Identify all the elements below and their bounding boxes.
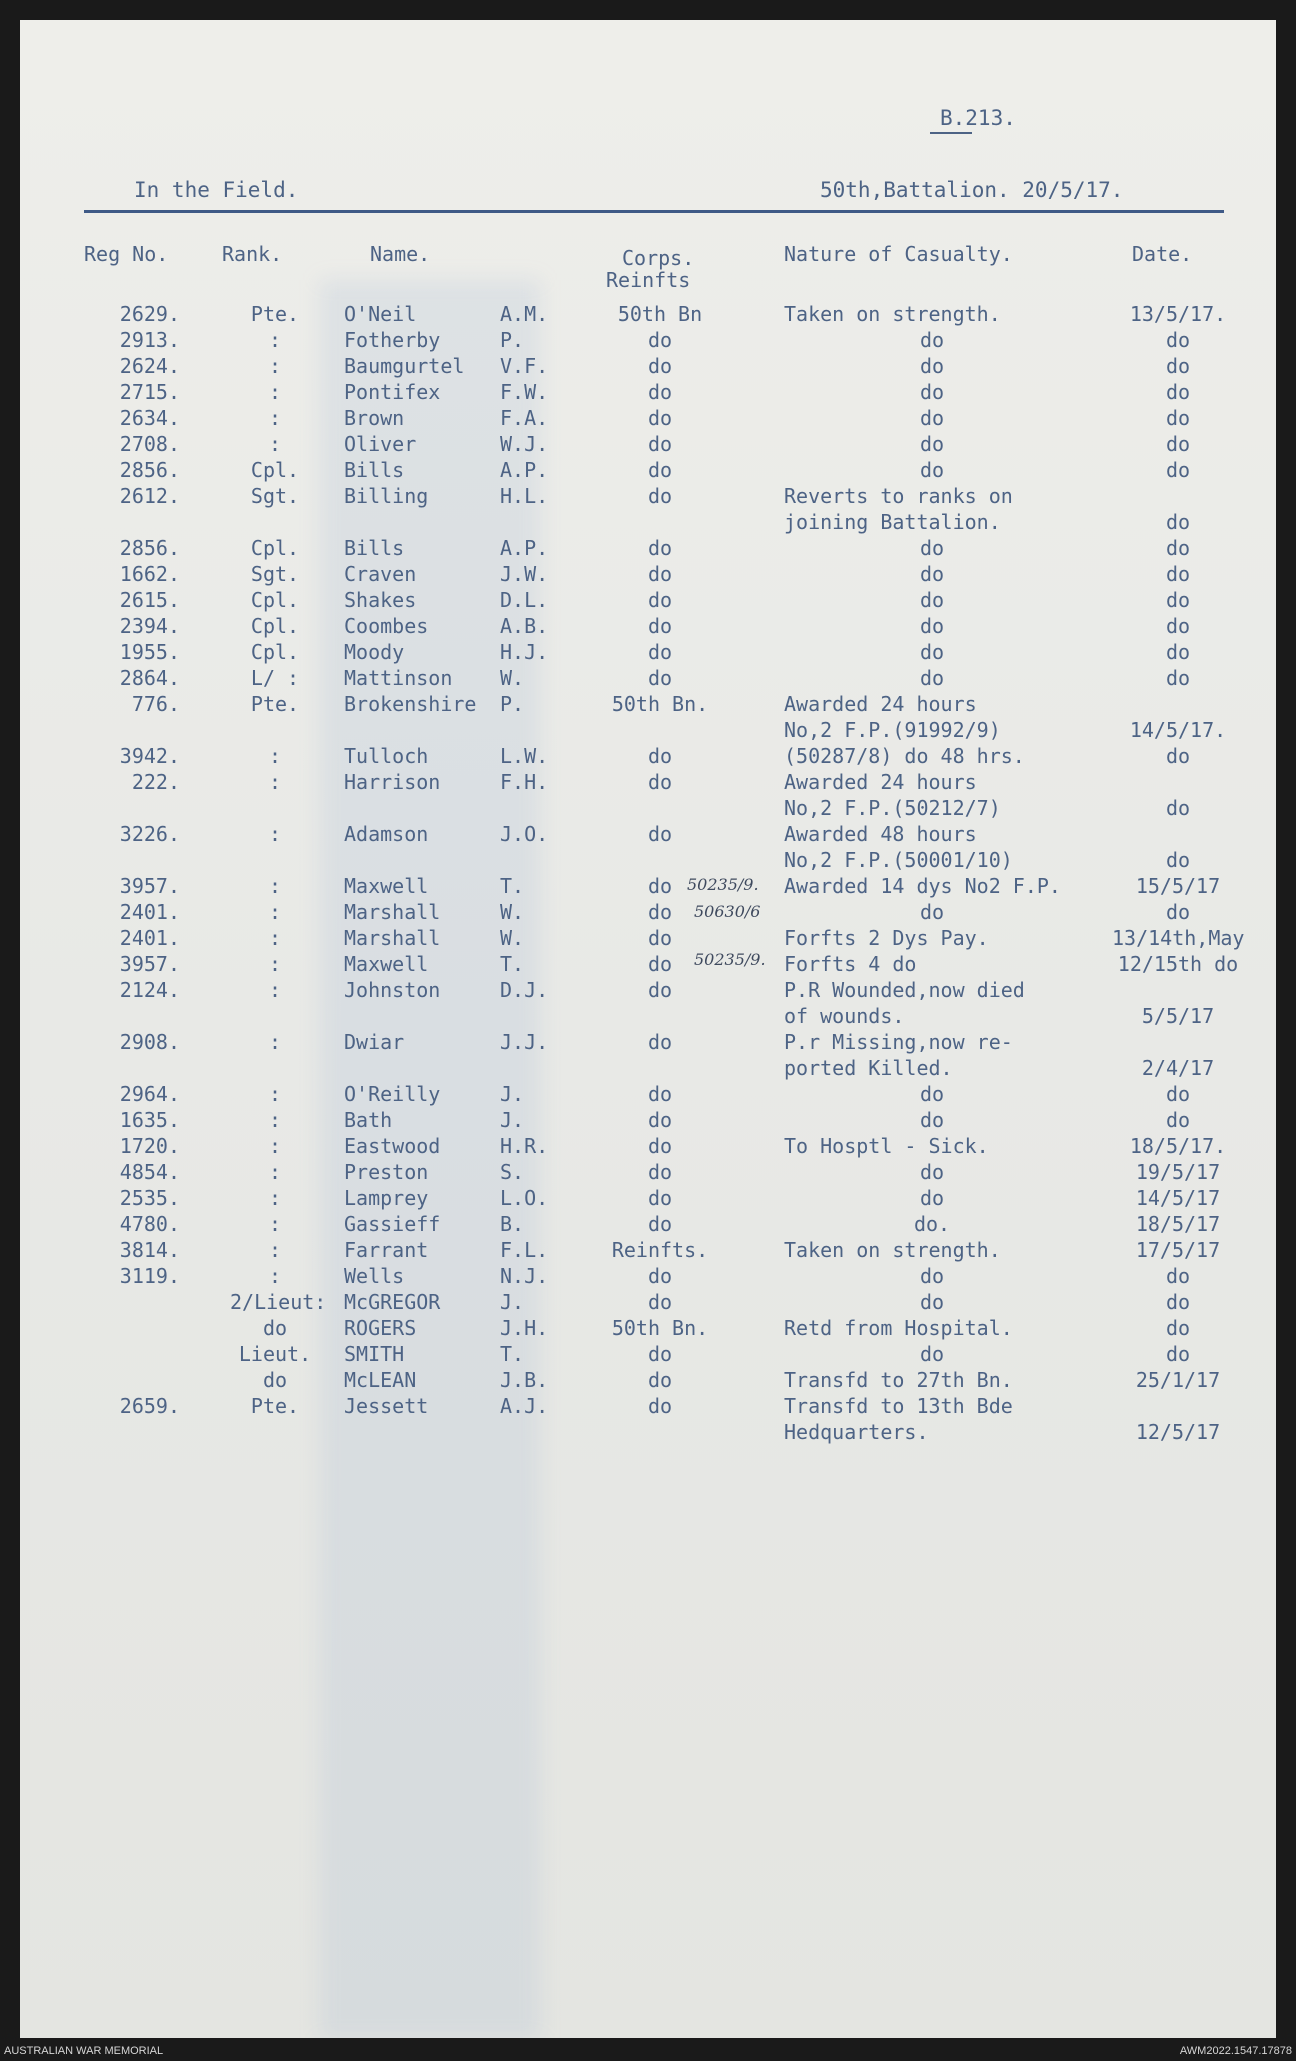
rank-cell: : — [268, 1134, 282, 1158]
initials-cell: H.J. — [500, 640, 549, 664]
date-cell: 17/5/17 — [1135, 1238, 1221, 1262]
rank-cell: : — [268, 380, 282, 404]
corps-cell: do — [647, 380, 673, 404]
corps-cell: do — [647, 744, 673, 768]
nature-cell: do — [919, 1186, 945, 1210]
name-cell: Preston — [344, 1160, 429, 1184]
reg-no-cell: 2964. — [119, 1082, 180, 1106]
name-cell: Bills — [344, 536, 405, 560]
rank-cell: do — [262, 1368, 288, 1392]
name-cell: Brokenshire — [344, 692, 477, 716]
corps-cell: 50th Bn. — [611, 1316, 709, 1340]
initials-cell: P. — [500, 692, 525, 716]
initials-cell: A.M. — [500, 302, 549, 326]
name-cell: O'Reilly — [344, 1082, 441, 1106]
date-cell: 18/5/17. — [1129, 1134, 1227, 1158]
corps-cell: 50th Bn — [617, 302, 703, 326]
archive-credit: AUSTRALIAN WAR MEMORIAL — [4, 2045, 164, 2057]
nature-cell: Awarded 24 hours — [784, 770, 977, 794]
nature-cell: do — [919, 588, 945, 612]
initials-cell: A.J. — [500, 1394, 549, 1418]
reg-no-cell: 2629. — [119, 302, 180, 326]
initials-cell: H.R. — [500, 1134, 549, 1158]
nature-cell: P.R Wounded,now died — [784, 978, 1025, 1002]
initials-cell: J.J. — [500, 1030, 549, 1054]
nature-cell: Forfts 4 do — [784, 952, 917, 976]
date-cell: 14/5/17 — [1135, 1186, 1221, 1210]
date-cell: do — [1165, 588, 1191, 612]
reg-no-cell: 2864. — [119, 666, 180, 690]
rank-cell: Cpl. — [250, 588, 300, 612]
initials-cell: B. — [500, 1212, 525, 1236]
corps-cell: do — [647, 328, 673, 352]
reg-no-cell: 776. — [131, 692, 180, 716]
rank-cell: Pte. — [250, 692, 300, 716]
nature-cell: Hedquarters. — [784, 1420, 929, 1444]
reg-no-cell: 2708. — [119, 432, 180, 456]
nature-cell: Taken on strength. — [784, 1238, 1001, 1262]
name-cell: McGREGOR — [344, 1290, 441, 1314]
name-cell: SMITH — [344, 1342, 405, 1366]
name-cell: Billing — [344, 484, 429, 508]
name-cell: Maxwell — [344, 874, 429, 898]
rank-cell: : — [268, 1160, 282, 1184]
name-cell: Jessett — [344, 1394, 429, 1418]
name-cell: Marshall — [344, 926, 441, 950]
name-cell: Fotherby — [344, 328, 441, 352]
nature-cell: No,2 F.P.(91992/9) — [784, 718, 1001, 742]
corps-cell: do — [647, 1186, 673, 1210]
name-cell: Brown — [344, 406, 405, 430]
corps-cell: do — [647, 1160, 673, 1184]
name-cell: Adamson — [344, 822, 429, 846]
date-cell: do — [1165, 1290, 1191, 1314]
nature-cell: do — [919, 900, 945, 924]
date-cell: do — [1165, 1264, 1191, 1288]
reg-no-cell: 2401. — [119, 900, 180, 924]
date-cell: do — [1165, 900, 1191, 924]
reg-no-cell: 4780. — [119, 1212, 180, 1236]
rank-cell: : — [268, 1108, 282, 1132]
initials-cell: W. — [500, 666, 525, 690]
nature-cell: do — [919, 380, 945, 404]
nature-cell: joining Battalion. — [784, 510, 1001, 534]
reg-no-cell: 1662. — [119, 562, 180, 586]
date-cell: do — [1165, 562, 1191, 586]
rank-cell: : — [268, 900, 282, 924]
date-cell: 18/5/17 — [1135, 1212, 1221, 1236]
name-cell: Harrison — [344, 770, 441, 794]
column-header-reinfts: Reinfts — [606, 268, 691, 292]
rank-cell: L/ : — [250, 666, 300, 690]
column-header-nature-of-casualty: Nature of Casualty. — [784, 242, 1013, 266]
handwritten-annotation: 50235/9. — [694, 950, 766, 969]
date-cell: 12/5/17 — [1135, 1420, 1221, 1444]
initials-cell: A.P. — [500, 536, 549, 560]
nature-cell: do — [919, 1160, 945, 1184]
name-cell: Shakes — [344, 588, 417, 612]
corps-cell: do — [647, 406, 673, 430]
rank-cell: : — [268, 1030, 282, 1054]
column-header-date: Date. — [1132, 242, 1193, 266]
name-cell: Farrant — [344, 1238, 429, 1262]
name-cell: Bills — [344, 458, 405, 482]
corps-cell: do — [647, 614, 673, 638]
name-cell: Eastwood — [344, 1134, 441, 1158]
corps-cell: do — [647, 1212, 673, 1236]
archive-footer — [0, 2041, 1296, 2061]
initials-cell: J.B. — [500, 1368, 549, 1392]
handwritten-annotation: 50630/6 — [694, 902, 761, 921]
date-cell: 12/15th do — [1117, 952, 1239, 976]
reg-no-cell: 1635. — [119, 1108, 180, 1132]
nature-cell: Reverts to ranks on — [784, 484, 1013, 508]
nature-cell: (50287/8) do 48 hrs. — [784, 744, 1025, 768]
nature-cell: do — [919, 1290, 945, 1314]
corps-cell: do — [647, 484, 673, 508]
date-cell: do — [1165, 328, 1191, 352]
date-cell: 5/5/17 — [1141, 1004, 1215, 1028]
reg-no-cell: 2634. — [119, 406, 180, 430]
initials-cell: A.B. — [500, 614, 549, 638]
initials-cell: J.O. — [500, 822, 549, 846]
nature-cell: Transfd to 27th Bn. — [784, 1368, 1013, 1392]
initials-cell: F.L. — [500, 1238, 549, 1262]
reg-no-cell: 4854. — [119, 1160, 180, 1184]
name-cell: ROGERS — [344, 1316, 417, 1340]
archive-reference: AWM2022.1547.17878 — [1179, 2045, 1292, 2057]
nature-cell: Forfts 2 Dys Pay. — [784, 926, 989, 950]
date-cell: do — [1165, 640, 1191, 664]
rank-cell: Sgt. — [250, 484, 300, 508]
rank-cell: : — [268, 1238, 282, 1262]
name-cell: Pontifex — [344, 380, 441, 404]
rank-cell: do — [262, 1316, 288, 1340]
rank-cell: : — [268, 926, 282, 950]
column-header-reg-no: Reg No. — [84, 242, 169, 266]
corps-cell: do — [647, 562, 673, 586]
rank-cell: Lieut. — [238, 1342, 312, 1366]
name-cell: McLEAN — [344, 1368, 417, 1392]
rank-cell: Cpl. — [250, 640, 300, 664]
reg-no-cell: 2908. — [119, 1030, 180, 1054]
initials-cell: T. — [500, 1342, 525, 1366]
date-cell: do — [1165, 510, 1191, 534]
name-cell: Gassieff — [344, 1212, 441, 1236]
corps-cell: do — [647, 1264, 673, 1288]
nature-cell: Awarded 48 hours — [784, 822, 977, 846]
rank-cell: 2/Lieut: — [230, 1290, 327, 1314]
date-cell: do — [1165, 848, 1191, 872]
initials-cell: J. — [500, 1108, 525, 1132]
column-header-rank: Rank. — [222, 242, 283, 266]
nature-cell: do — [919, 1108, 945, 1132]
initials-cell: S. — [500, 1160, 525, 1184]
initials-cell: J.W. — [500, 562, 549, 586]
reg-no-cell: 3226. — [119, 822, 180, 846]
rank-cell: Cpl. — [250, 536, 300, 560]
corps-cell: do — [647, 666, 673, 690]
corps-cell: 50th Bn. — [611, 692, 709, 716]
initials-cell: H.L. — [500, 484, 549, 508]
name-cell: Wells — [344, 1264, 405, 1288]
nature-cell: do — [919, 406, 945, 430]
corps-cell: do — [647, 822, 673, 846]
nature-cell: Awarded 24 hours — [784, 692, 977, 716]
nature-cell: No,2 F.P.(50212/7) — [784, 796, 1001, 820]
nature-cell: No,2 F.P.(50001/10) — [784, 848, 1013, 872]
initials-cell: J.H. — [500, 1316, 549, 1340]
nature-cell: Awarded 14 dys No2 F.P. — [784, 874, 1061, 898]
rank-cell: : — [268, 952, 282, 976]
reg-no-cell: 2401. — [119, 926, 180, 950]
initials-cell: T. — [500, 952, 525, 976]
name-cell: Bath — [344, 1108, 393, 1132]
reg-no-cell: 2615. — [119, 588, 180, 612]
rank-cell: : — [268, 406, 282, 430]
corps-cell: do — [647, 536, 673, 560]
nature-cell: P.r Missing,now re- — [784, 1030, 1013, 1054]
reg-no-cell: 2535. — [119, 1186, 180, 1210]
rank-cell: : — [268, 822, 282, 846]
date-cell: do — [1165, 1082, 1191, 1106]
reg-no-cell: 1720. — [119, 1134, 180, 1158]
reg-no-cell: 2624. — [119, 354, 180, 378]
header-rule — [84, 210, 1224, 213]
initials-cell: F.W. — [500, 380, 549, 404]
initials-cell: F.A. — [500, 406, 549, 430]
nature-cell: do — [919, 328, 945, 352]
reg-no-cell: 2612. — [119, 484, 180, 508]
reg-no-cell: 3814. — [119, 1238, 180, 1262]
corps-cell: do — [647, 354, 673, 378]
initials-cell: W.J. — [500, 432, 549, 456]
date-cell: do — [1165, 354, 1191, 378]
corps-cell: do — [647, 978, 673, 1002]
corps-cell: do — [647, 1290, 673, 1314]
reg-no-cell: 2913. — [119, 328, 180, 352]
initials-cell: N.J. — [500, 1264, 549, 1288]
name-cell: Marshall — [344, 900, 441, 924]
rank-cell: : — [268, 1264, 282, 1288]
date-cell: do — [1165, 666, 1191, 690]
reg-no-cell: 1955. — [119, 640, 180, 664]
nature-cell: do — [919, 354, 945, 378]
nature-cell: To Hosptl - Sick. — [784, 1134, 989, 1158]
nature-cell: ported Killed. — [784, 1056, 953, 1080]
rank-cell: : — [268, 770, 282, 794]
rank-cell: : — [268, 1186, 282, 1210]
date-cell: 13/5/17. — [1129, 302, 1227, 326]
column-header-name: Name. — [370, 242, 431, 266]
date-cell: do — [1165, 1342, 1191, 1366]
corps-cell: do — [647, 1342, 673, 1366]
nature-cell: do — [919, 536, 945, 560]
date-cell: 13/14th,May — [1112, 926, 1245, 950]
initials-cell: W. — [500, 926, 525, 950]
reg-no-cell: 222. — [131, 770, 180, 794]
reg-no-cell: 3957. — [119, 952, 180, 976]
corps-cell: do — [647, 640, 673, 664]
handwritten-annotation: 50235/9. — [687, 875, 759, 894]
name-cell: Tulloch — [344, 744, 429, 768]
nature-cell: do — [919, 432, 945, 456]
name-cell: Craven — [344, 562, 417, 586]
reg-no-cell: 2659. — [119, 1394, 180, 1418]
date-cell: do — [1165, 744, 1191, 768]
date-cell: do — [1165, 1316, 1191, 1340]
corps-cell: do — [647, 770, 673, 794]
rank-cell: : — [268, 1082, 282, 1106]
corps-cell: do — [647, 1108, 673, 1132]
name-cell: Johnston — [344, 978, 441, 1002]
corps-cell: do — [647, 588, 673, 612]
corps-cell: do — [647, 900, 673, 924]
corps-cell: do — [647, 1082, 673, 1106]
rank-cell: Sgt. — [250, 562, 300, 586]
nature-cell: do — [919, 1264, 945, 1288]
date-cell: do — [1165, 406, 1191, 430]
reg-no-cell: 3119. — [119, 1264, 180, 1288]
reg-no-cell: 2124. — [119, 978, 180, 1002]
nature-cell: do — [919, 666, 945, 690]
corps-cell: do — [647, 432, 673, 456]
corps-cell: do — [647, 1394, 673, 1418]
nature-cell: do — [919, 458, 945, 482]
date-cell: do — [1165, 796, 1191, 820]
name-cell: Baumgurtel — [344, 354, 465, 378]
rank-cell: Cpl. — [250, 458, 300, 482]
initials-cell: J. — [500, 1082, 525, 1106]
unit-and-date-heading: 50th,Battalion. 20/5/17. — [820, 178, 1124, 202]
date-cell: do — [1165, 458, 1191, 482]
name-cell: O'Neil — [344, 302, 417, 326]
form-number-underline — [930, 132, 972, 134]
date-cell: 19/5/17 — [1135, 1160, 1221, 1184]
name-cell: Coombes — [344, 614, 429, 638]
date-cell: do — [1165, 1108, 1191, 1132]
nature-cell: Taken on strength. — [784, 302, 1001, 326]
nature-cell: do — [919, 640, 945, 664]
initials-cell: J. — [500, 1290, 525, 1314]
date-cell: do — [1165, 432, 1191, 456]
corps-cell: do — [647, 952, 673, 976]
date-cell: 14/5/17. — [1129, 718, 1227, 742]
corps-cell: do — [647, 1030, 673, 1054]
date-cell: 25/1/17 — [1135, 1368, 1221, 1392]
rank-cell: Pte. — [250, 1394, 300, 1418]
corps-cell: do — [647, 874, 673, 898]
name-cell: Lamprey — [344, 1186, 429, 1210]
name-cell: Mattinson — [344, 666, 453, 690]
nature-cell: Transfd to 13th Bde — [784, 1394, 1013, 1418]
rank-cell: : — [268, 432, 282, 456]
nature-cell: do — [919, 1342, 945, 1366]
rank-cell: : — [268, 744, 282, 768]
nature-cell: do — [919, 614, 945, 638]
reg-no-cell: 3942. — [119, 744, 180, 768]
rank-cell: : — [268, 874, 282, 898]
initials-cell: P. — [500, 328, 525, 352]
rank-cell: : — [268, 354, 282, 378]
rank-cell: : — [268, 978, 282, 1002]
initials-cell: A.P. — [500, 458, 549, 482]
initials-cell: W. — [500, 900, 525, 924]
column-header-corps: Corps. — [622, 246, 695, 270]
initials-cell: F.H. — [500, 770, 549, 794]
name-cell: Maxwell — [344, 952, 429, 976]
corps-cell: do — [647, 1134, 673, 1158]
document-page — [20, 20, 1276, 2038]
initials-cell: D.J. — [500, 978, 549, 1002]
nature-cell: do — [919, 1082, 945, 1106]
reg-no-cell: 2856. — [119, 458, 180, 482]
nature-cell: of wounds. — [784, 1004, 905, 1028]
nature-cell: Retd from Hospital. — [784, 1316, 1013, 1340]
name-cell: Dwiar — [344, 1030, 405, 1054]
initials-cell: T. — [500, 874, 525, 898]
date-cell: do — [1165, 536, 1191, 560]
initials-cell: L.W. — [500, 744, 549, 768]
rank-cell: : — [268, 1212, 282, 1236]
name-cell: Oliver — [344, 432, 417, 456]
corps-cell: do — [647, 926, 673, 950]
initials-cell: V.F. — [500, 354, 549, 378]
nature-cell: do. — [913, 1212, 951, 1236]
corps-cell: Reinfts. — [611, 1238, 709, 1262]
form-number: B.213. — [940, 106, 1016, 130]
initials-cell: D.L. — [500, 588, 549, 612]
date-cell: 2/4/17 — [1141, 1056, 1215, 1080]
rank-cell: : — [268, 328, 282, 352]
corps-cell: do — [647, 1368, 673, 1392]
reg-no-cell: 2856. — [119, 536, 180, 560]
name-cell: Moody — [344, 640, 405, 664]
rank-cell: Cpl. — [250, 614, 300, 638]
date-cell: do — [1165, 380, 1191, 404]
nature-cell: do — [919, 562, 945, 586]
date-cell: 15/5/17 — [1135, 874, 1221, 898]
initials-cell: L.O. — [500, 1186, 549, 1210]
rank-cell: Pte. — [250, 302, 300, 326]
date-cell: do — [1165, 614, 1191, 638]
reg-no-cell: 3957. — [119, 874, 180, 898]
reg-no-cell: 2394. — [119, 614, 180, 638]
place-heading: In the Field. — [134, 178, 299, 202]
reg-no-cell: 2715. — [119, 380, 180, 404]
corps-cell: do — [647, 458, 673, 482]
